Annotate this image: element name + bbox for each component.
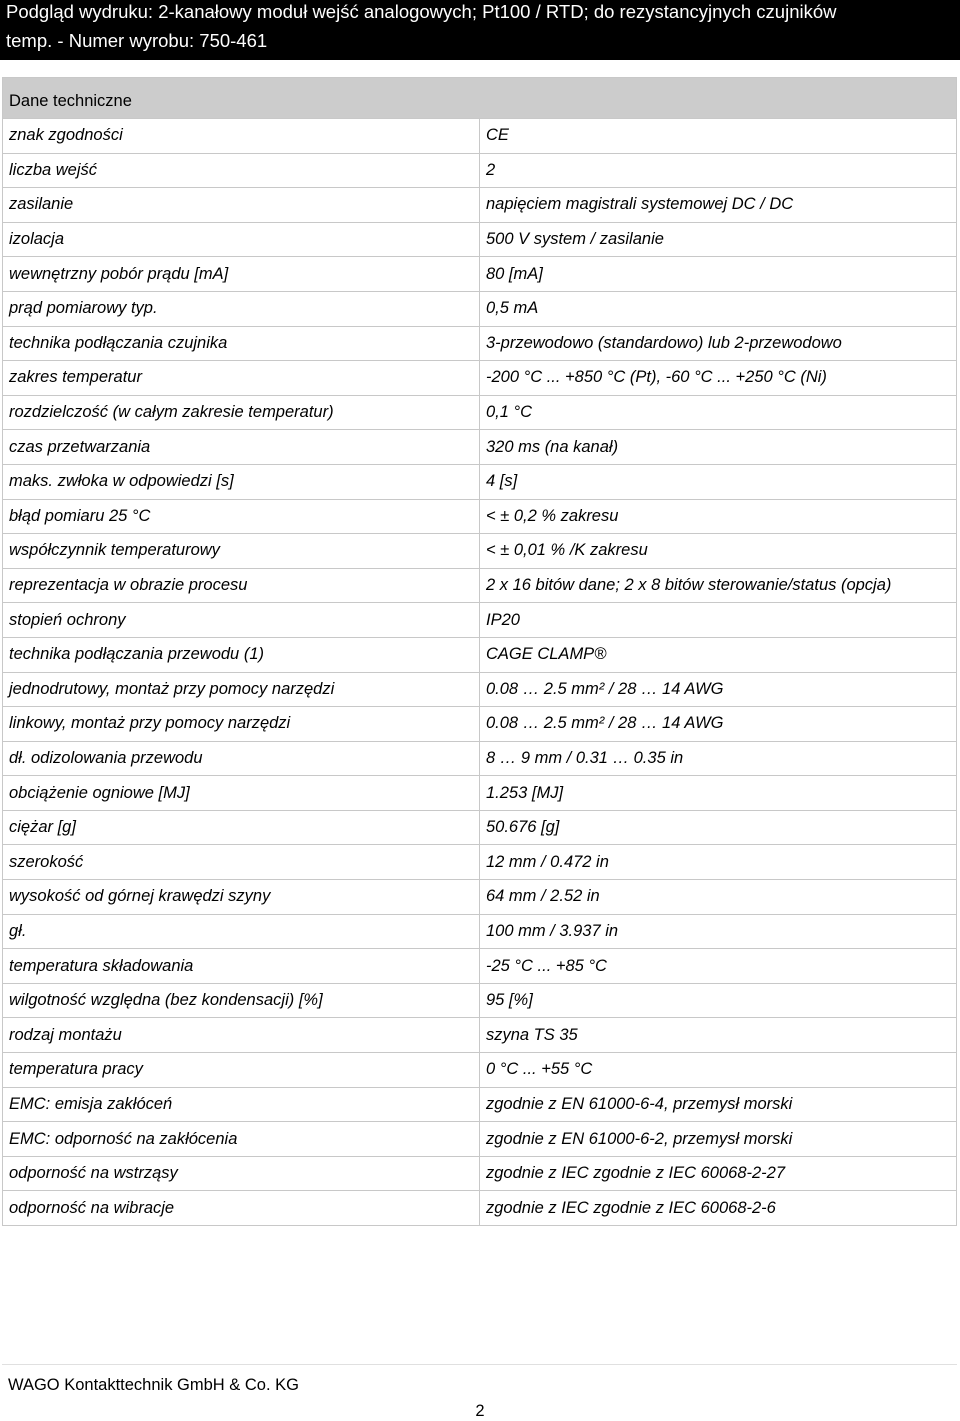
spec-label: jednodrutowy, montaż przy pomocy narzędzi: [3, 672, 480, 707]
spec-value: 2 x 16 bitów dane; 2 x 8 bitów sterowanie/status (opcja): [480, 568, 957, 603]
spec-value: zgodnie z EN 61000-6-4, przemysł morski: [480, 1087, 957, 1122]
spec-value: 0,5 mA: [480, 291, 957, 326]
spec-label: zasilanie: [3, 188, 480, 223]
spec-label: wysokość od górnej krawędzi szyny: [3, 880, 480, 915]
spec-value: 1.253 [MJ]: [480, 776, 957, 811]
spec-row: [3, 395, 957, 430]
spec-label: współczynnik temperaturowy: [3, 534, 480, 569]
spec-row: [3, 534, 957, 569]
spec-value: zgodnie z IEC zgodnie z IEC 60068-2-6: [480, 1191, 957, 1226]
spec-value: CAGE CLAMP®: [480, 637, 957, 672]
spec-row: [3, 153, 957, 188]
spec-value: 3-przewodowo (standardowo) lub 2-przewodowo: [480, 326, 957, 361]
spec-value: zgodnie z IEC zgodnie z IEC 60068-2-27: [480, 1156, 957, 1191]
spec-value: 0,1 °C: [480, 395, 957, 430]
spec-row: [3, 1018, 957, 1053]
spec-value: 0.08 … 2.5 mm² / 28 … 14 AWG: [480, 707, 957, 742]
spec-row: [3, 810, 957, 845]
footer-divider: [2, 1364, 957, 1365]
spec-row: [3, 1191, 957, 1226]
spec-label: EMC: emisja zakłóceń: [3, 1087, 480, 1122]
spec-label: liczba wejść: [3, 153, 480, 188]
spec-label: gł.: [3, 914, 480, 949]
spec-label: temperatura składowania: [3, 949, 480, 984]
page-number: 2: [475, 1402, 485, 1420]
spec-row: [3, 603, 957, 638]
spec-value: 0.08 … 2.5 mm² / 28 … 14 AWG: [480, 672, 957, 707]
spec-row: [3, 326, 957, 361]
spec-label: temperatura pracy: [3, 1053, 480, 1088]
header-title-line-2: temp. - Numer wyrobu: 750-461: [6, 30, 268, 51]
spec-row: [3, 291, 957, 326]
spec-label: szerokość: [3, 845, 480, 880]
spec-value: 50.676 [g]: [480, 810, 957, 845]
spec-row: [3, 983, 957, 1018]
spec-label: znak zgodności: [3, 119, 480, 154]
spec-label: odporność na wstrząsy: [3, 1156, 480, 1191]
spec-row: [3, 430, 957, 465]
spec-row: [3, 1122, 957, 1157]
spec-value: 64 mm / 2.52 in: [480, 880, 957, 915]
spec-value: 95 [%]: [480, 983, 957, 1018]
spec-row: [3, 707, 957, 742]
spec-value: -25 °C ... +85 °C: [480, 949, 957, 984]
spec-row: [3, 741, 957, 776]
technical-data-table: [2, 77, 957, 1226]
spec-row: [3, 499, 957, 534]
spec-value: CE: [480, 119, 957, 154]
spec-row: [3, 568, 957, 603]
spec-row: [3, 845, 957, 880]
spec-label: dł. odizolowania przewodu: [3, 741, 480, 776]
spec-label: rodzaj montażu: [3, 1018, 480, 1053]
spec-row: [3, 1156, 957, 1191]
spec-value: 0 °C ... +55 °C: [480, 1053, 957, 1088]
spec-label: ciężar [g]: [3, 810, 480, 845]
spec-label: izolacja: [3, 222, 480, 257]
spec-row: [3, 672, 957, 707]
spec-label: linkowy, montaż przy pomocy narzędzi: [3, 707, 480, 742]
spec-value: 320 ms (na kanał): [480, 430, 957, 465]
spec-row: [3, 880, 957, 915]
footer-company-name: WAGO Kontakttechnik GmbH & Co. KG: [8, 1376, 299, 1394]
spec-value: 80 [mA]: [480, 257, 957, 292]
spec-value: 4 [s]: [480, 464, 957, 499]
spec-row: [3, 1053, 957, 1088]
spec-label: reprezentacja w obrazie procesu: [3, 568, 480, 603]
spec-row: [3, 1087, 957, 1122]
spec-row: [3, 188, 957, 223]
header-title-line-1: Podgląd wydruku: 2-kanałowy moduł wejść analogowych; Pt100 / RTD; do rezystancyjnych czujników: [6, 1, 837, 22]
spec-label: technika podłączania przewodu (1): [3, 637, 480, 672]
spec-label: EMC: odporność na zakłócenia: [3, 1122, 480, 1157]
spec-label: prąd pomiarowy typ.: [3, 291, 480, 326]
spec-row: [3, 914, 957, 949]
spec-label: obciążenie ogniowe [MJ]: [3, 776, 480, 811]
print-preview-header: [0, 0, 960, 60]
spec-label: odporność na wibracje: [3, 1191, 480, 1226]
spec-row: [3, 361, 957, 396]
spec-row: [3, 949, 957, 984]
spec-value: < ± 0,2 % zakresu: [480, 499, 957, 534]
section-header-row: [3, 78, 957, 119]
spec-label: czas przetwarzania: [3, 430, 480, 465]
spec-label: zakres temperatur: [3, 361, 480, 396]
spec-value: < ± 0,01 % /K zakresu: [480, 534, 957, 569]
spec-value: IP20: [480, 603, 957, 638]
spec-label: technika podłączania czujnika: [3, 326, 480, 361]
spec-value: 2: [480, 153, 957, 188]
spec-label: stopień ochrony: [3, 603, 480, 638]
spec-row: [3, 637, 957, 672]
spec-value: -200 °C ... +850 °C (Pt), -60 °C ... +250 °C (Ni): [480, 361, 957, 396]
spec-value: zgodnie z EN 61000-6-2, przemysł morski: [480, 1122, 957, 1157]
spec-value: napięciem magistrali systemowej DC / DC: [480, 188, 957, 223]
spec-label: maks. zwłoka w odpowiedzi [s]: [3, 464, 480, 499]
spec-label: wilgotność względna (bez kondensacji) [%]: [3, 983, 480, 1018]
spec-row: [3, 257, 957, 292]
spec-row: [3, 222, 957, 257]
spec-label: wewnętrzny pobór prądu [mA]: [3, 257, 480, 292]
spec-value: 500 V system / zasilanie: [480, 222, 957, 257]
spec-value: szyna TS 35: [480, 1018, 957, 1053]
spec-value: 100 mm / 3.937 in: [480, 914, 957, 949]
spec-value: 8 … 9 mm / 0.31 … 0.35 in: [480, 741, 957, 776]
section-title: Dane techniczne: [3, 78, 957, 119]
spec-label: błąd pomiaru 25 °C: [3, 499, 480, 534]
spec-label: rozdzielczość (w całym zakresie temperatur): [3, 395, 480, 430]
spec-row: [3, 776, 957, 811]
spec-row: [3, 464, 957, 499]
spec-value: 12 mm / 0.472 in: [480, 845, 957, 880]
spec-row: [3, 119, 957, 154]
